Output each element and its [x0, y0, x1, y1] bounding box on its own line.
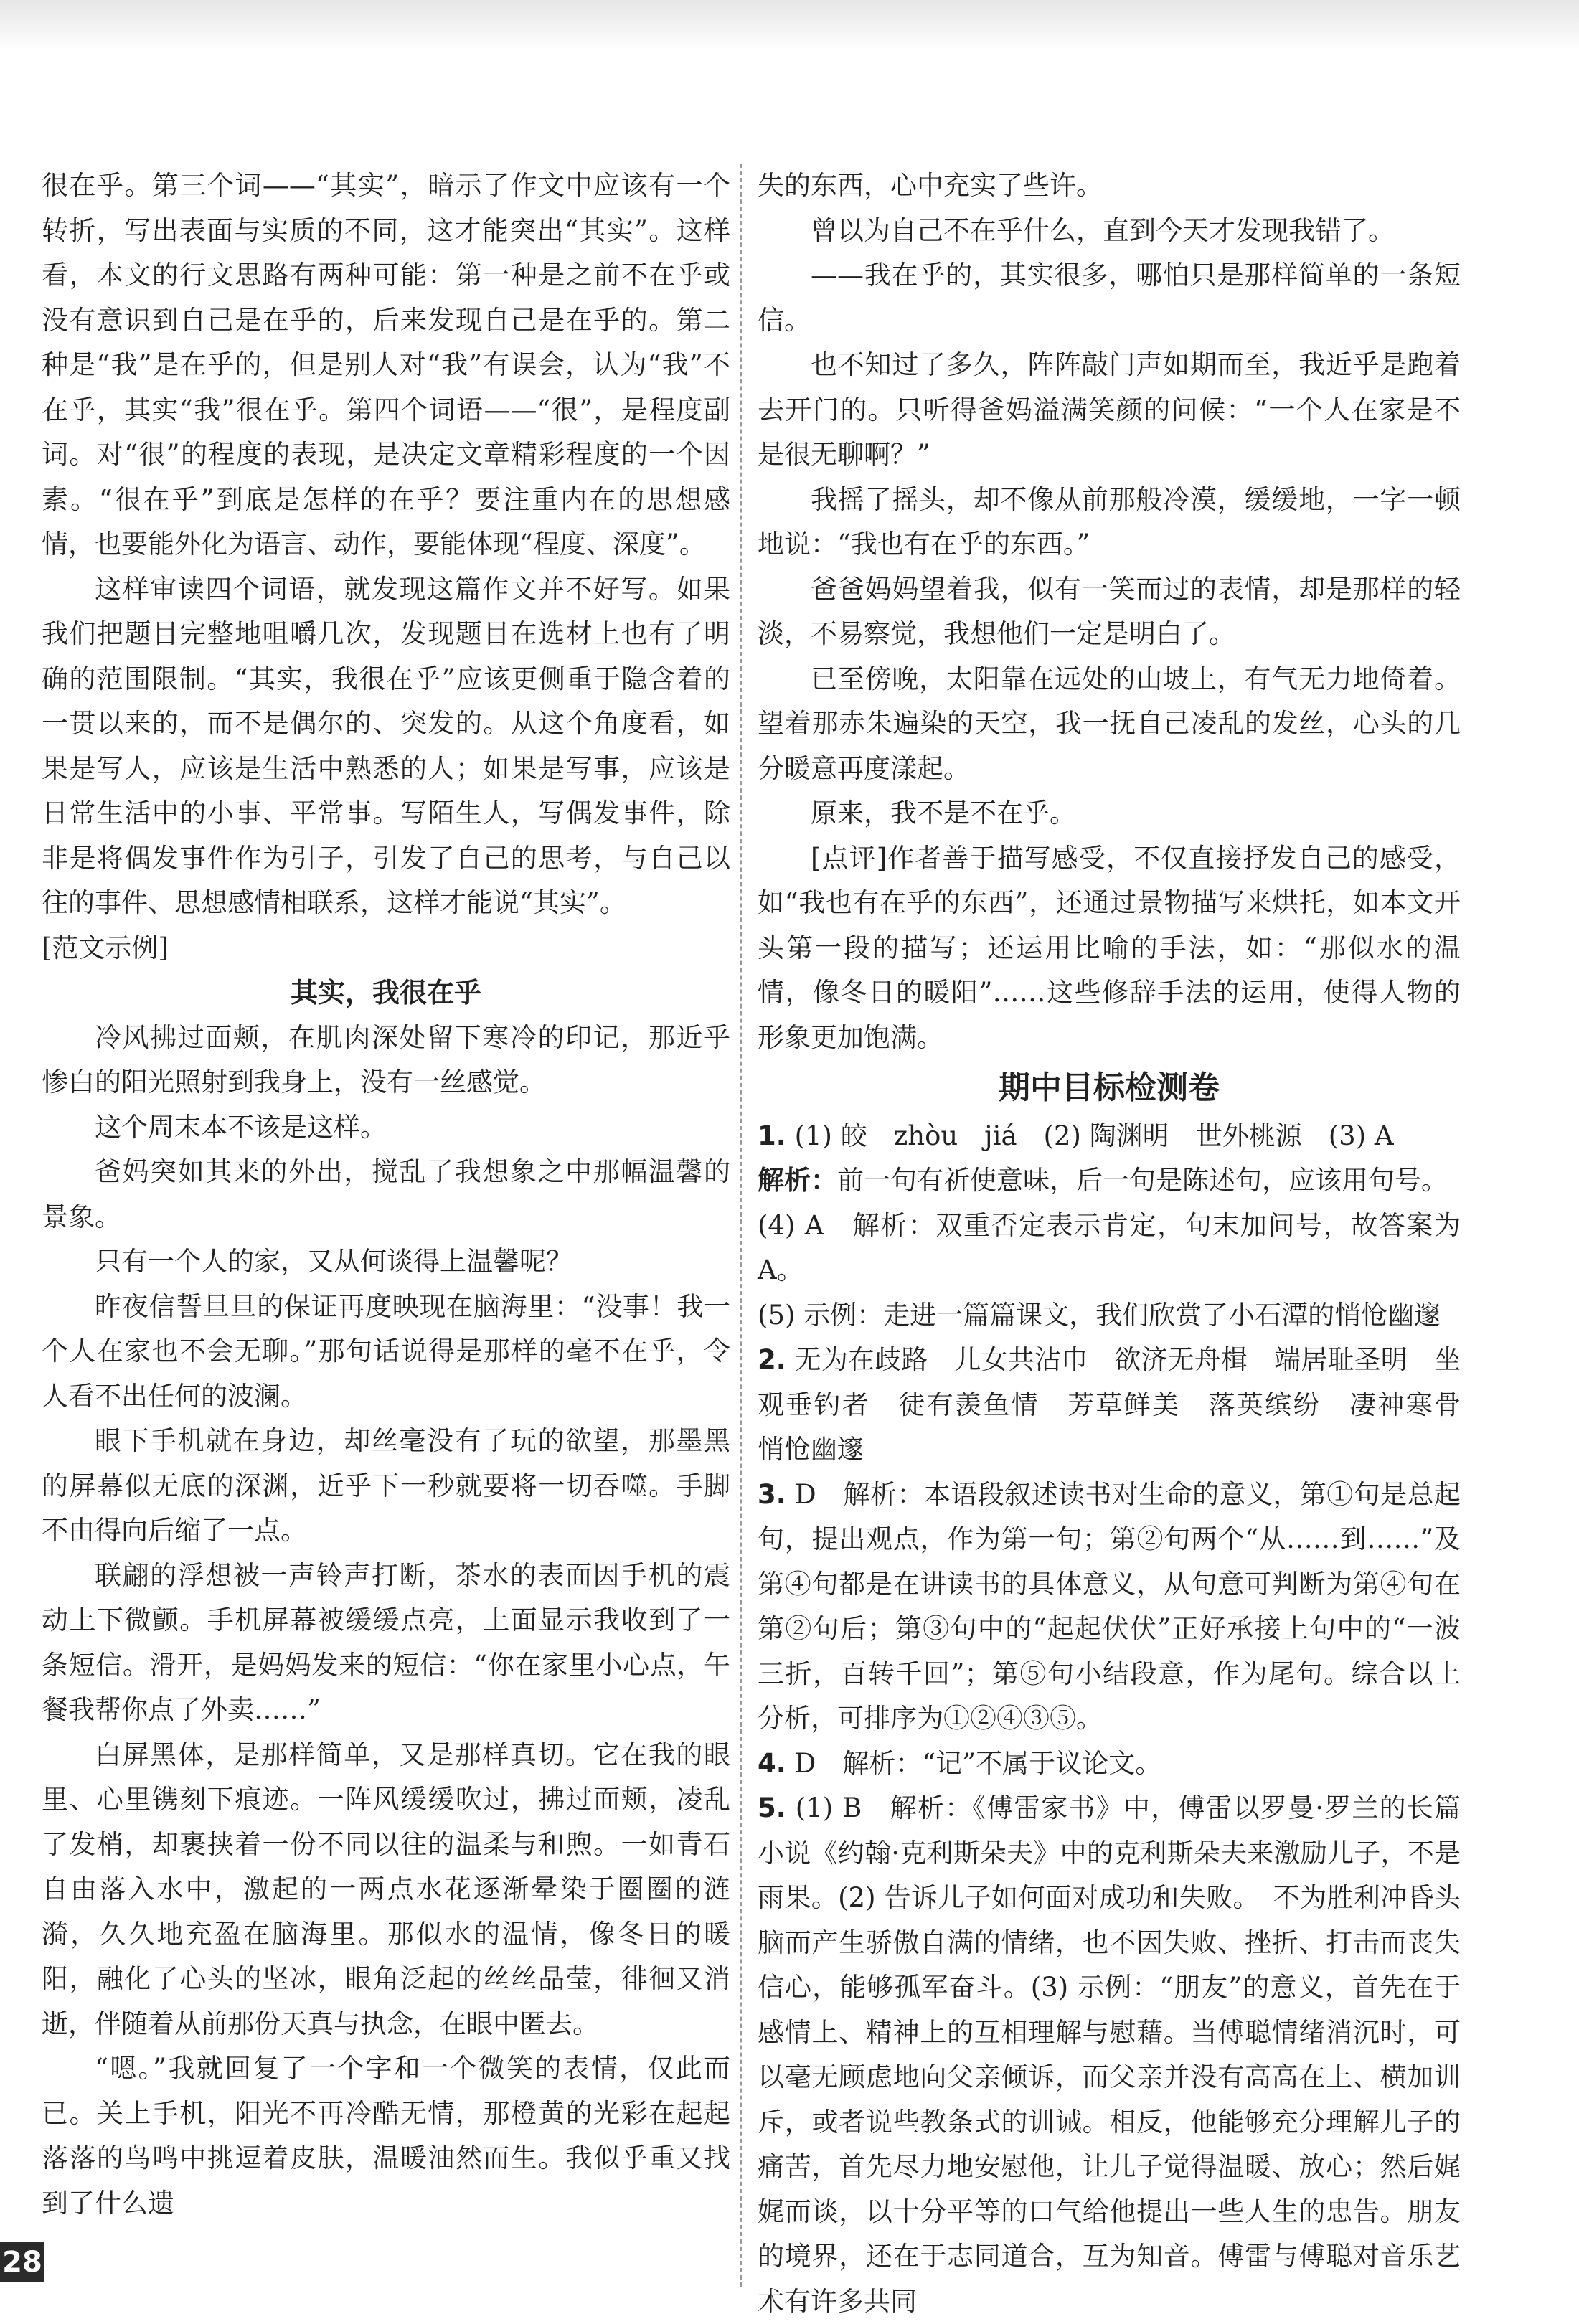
- essay-cont-para: 已至傍晚，太阳靠在远处的山坡上，有气无力地倚着。望着那赤朱遍染的天空，我一抚自己凌乱的发丝，心头的几分暖意再度漾起。: [758, 663, 1461, 784]
- left-column: [42, 164, 730, 2226]
- answer-num: 4.: [758, 1747, 786, 1779]
- answer-item: [758, 1293, 1461, 1338]
- essay-para: 这个周末本不该是这样。: [95, 1111, 387, 1143]
- analysis-para-2: 这样审读四个词语，就发现这篇作文并不好写。如果我们把题目完整地咀嚼几次，发现题目在选材上也有了明确的范围限制。“其实，我很在乎”应该更侧重于隐含着的一贯以来的，而不是偶尔的、突发的。从这个角度看，如果是写人，应该是生活中熟悉的人；如果是写事，应该是日常生活中的小事、平常事。写陌生人，写偶发事件，除非是将偶发事件作为引子，引发了自己的思考，与自己以往的事件、思想感情相联系，这样才能说“其实”。: [42, 573, 730, 918]
- comment-text: 作者善于描写感受，不仅直接抒发自己的感受，如“我也有在乎的东西”，还通过景物描写来烘托，如本文开头第一段的描写；还运用比喻的手法，如：“那似水的温情，像冬日的暖阳”……这些修辞手法的运用，使得人物的形象更加饱满。: [758, 842, 1461, 1053]
- essay-title: 其实，我很在乎: [290, 977, 481, 1009]
- answer-item: [758, 1338, 1487, 1473]
- analysis-para-1: 很在乎。第三个词——“其实”，暗示了作文中应该有一个转折，写出表面与实质的不同，这才能突出“其实”。这样看，本文的行文思路有两种可能：第一种是之前不在乎或没有意识到自己是在乎的，后来发现自己是在乎的。第二种是“我”是在乎的，但是别人对“我”有误会，认为“我”不在乎，其实“我”很在乎。第四个词语——“很”，是程度副词。对“很”的程度的表现，是决定文章精彩程度的一个因素。“很在乎”到底是怎样的在乎？要注重内在的思想感情，也要能外化为语言、动作，要能体现“程度、深度”。: [42, 170, 730, 559]
- essay-para: 眼下手机就在身边，却丝毫没有了玩的欲望，那墨黑的屏幕似无底的深渊，近乎下一秒就要将一切吞噬。手脚不由得向后缩了一点。: [42, 1425, 730, 1546]
- answer-item: [758, 1158, 1461, 1204]
- right-column: [758, 164, 1487, 2324]
- essay-cont-para: 原来，我不是不在乎。: [811, 798, 1076, 828]
- answer-num: 5.: [758, 1792, 786, 1823]
- comment-label: [点评]: [811, 842, 887, 874]
- answer-text: (1) 皎 zhòu jiá (2) 陶渊明 世外桃源 (3) A: [794, 1120, 1394, 1151]
- column-divider: [740, 164, 742, 2287]
- comment: [758, 836, 1461, 1061]
- answer-text: (4) A 解析：双重否定表示肯定，句末加问号，故答案为 A。: [758, 1209, 1461, 1285]
- answer-item: [758, 1204, 1461, 1293]
- section-title: 期中目标检测卷: [999, 1069, 1220, 1106]
- answer-item: [758, 1742, 1461, 1787]
- page-number: 28: [0, 2242, 44, 2282]
- answer-text: D 解析：“记”不属于议论文。: [794, 1747, 1162, 1779]
- essay-cont-para: ——我在乎的，其实很多，哪怕只是那样简单的一条短信。: [758, 260, 1461, 336]
- essay-cont-para: 爸爸妈妈望着我，似有一笑而过的表情，却是那样的轻淡，不易察觉，我想他们一定是明白了。: [758, 573, 1461, 649]
- answer-num: 解析：: [758, 1165, 837, 1196]
- essay-para: 白屏黑体，是那样简单，又是那样真切。它在我的眼里、心里镌刻下痕迹。一阵风缓缓吹过，拂过面颊，凌乱了发梢，却裹挟着一份不同以往的温柔与和煦。一如青石自由落入水中，激起的一两点水花逐渐晕染于圈圈的涟漪，久久地充盈在脑海里。那似水的温情，像冬日的暖阳，融化了心头的坚冰，眼角泛起的丝丝晶莹，徘徊又消逝，伴随着从前那份天真与执念，在眼中匿去。: [42, 1739, 730, 2039]
- top-band: [0, 0, 1579, 50]
- essay-cont-para: 曾以为自己不在乎什么，直到今天才发现我错了。: [811, 214, 1395, 246]
- sample-label: [范文示例]: [42, 932, 169, 963]
- essay-para: 冷风拂过面颊，在肌肉深处留下寒冷的印记，那近乎惨白的阳光照射到我身上，没有一丝感觉。: [42, 1021, 730, 1097]
- answer-num: 3.: [758, 1478, 786, 1510]
- answer-text: D 解析：本语段叙述读书对生命的意义，第①句是总起句，提出观点，作为第一句；第②句两个“从……到……”及第④句都是在讲读书的具体意义，从句意可判断为第④句在第②句后；第③句中的“起起伏伏”正好承接上句中的“一波三折，百转千回”；第⑤句小结段意，作为尾句。综合以上分析，可排序为①②④③⑤。: [758, 1478, 1461, 1734]
- essay-para: 联翩的浮想被一声铃声打断，茶水的表面因手机的震动上下微颤。手机屏幕被缓缓点亮，上面显示我收到了一条短信。滑开，是妈妈发来的短信：“你在家里小心点，午餐我帮你点了外卖……”: [42, 1559, 730, 1725]
- answer-num: 1.: [758, 1120, 786, 1151]
- answer-text: (5) 示例：走进一篇篇课文，我们欣赏了小石潭的悄怆幽邃: [758, 1299, 1441, 1331]
- essay-para: 爸妈突如其来的外出，搅乱了我想象之中那幅温馨的景象。: [42, 1156, 730, 1232]
- answer-text: 无为在歧路 儿女共沾巾 欲济无舟楫 端居耻圣明 坐观垂钓者 徒有羡鱼情 芳草鲜美 落英缤纷 凄神寒骨 悄怆幽邃: [758, 1344, 1487, 1465]
- answer-item: [758, 1114, 1461, 1159]
- essay-cont-para: 也不知过了多久，阵阵敲门声如期而至，我近乎是跑着去开门的。只听得爸妈溢满笑颜的问候：“一个人在家是不是很无聊啊？”: [758, 349, 1461, 470]
- answer-num: 2.: [758, 1344, 786, 1375]
- essay-para: 昨夜信誓旦旦的保证再度映现在脑海里：“没事！我一个人在家也不会无聊。”那句话说得是那样的毫不在乎，令人看不出任何的波澜。: [42, 1290, 730, 1412]
- essay-para: 只有一个人的家，又从何谈得上温馨呢？: [95, 1246, 572, 1277]
- answer-text: (1) B 解析：《傅雷家书》中，傅雷以罗曼·罗兰的长篇小说《约翰·克利斯朵夫》中的克利斯朵夫来激励儿子，不是雨果。(2) 告诉儿子如何面对成功和失败。 不为胜利冲昏头脑而产生骄傲自满的情绪，也不因失败、挫折、打击而丧失信心，能够孤军奋斗。(3) 示例：“朋友”的意义，首先在于感情上、精神上的互相理解与慰藉。当傅聪情绪消沉时，可以毫无顾虑地向父亲倾诉，而父亲并没有高高在上、横加训斥，或者说些教条式的训诫。相反，他能够充分理解儿子的痛苦，首先尽力地安慰他，让儿子觉得温暖、放心；然后娓娓而谈，以十分平等的口气给他提出一些人生的忠告。朋友的境界，还在于志同道合，互为知音。傅雷与傅聪对音乐艺术有许多共同: [758, 1792, 1461, 2317]
- essay-cont-para: 失的东西，心中充实了些许。: [758, 170, 1103, 201]
- answer-item: [758, 1786, 1461, 2324]
- answer-item: [758, 1473, 1461, 1742]
- answer-text: 前一句有祈使意味，后一句是陈述句，应该用句号。: [837, 1165, 1448, 1196]
- essay-cont-para: 我摇了摇头，却不像从前那般冷漠，缓缓地，一字一顿地说：“我也有在乎的东西。”: [758, 483, 1461, 559]
- essay-para: “嗯。”我就回复了一个字和一个微笑的表情，仅此而已。关上手机，阳光不再冷酷无情，那橙黄的光彩在起起落落的鸟鸣中挑逗着皮肤，温暖油然而生。我似乎重又找到了什么遗: [42, 2053, 730, 2219]
